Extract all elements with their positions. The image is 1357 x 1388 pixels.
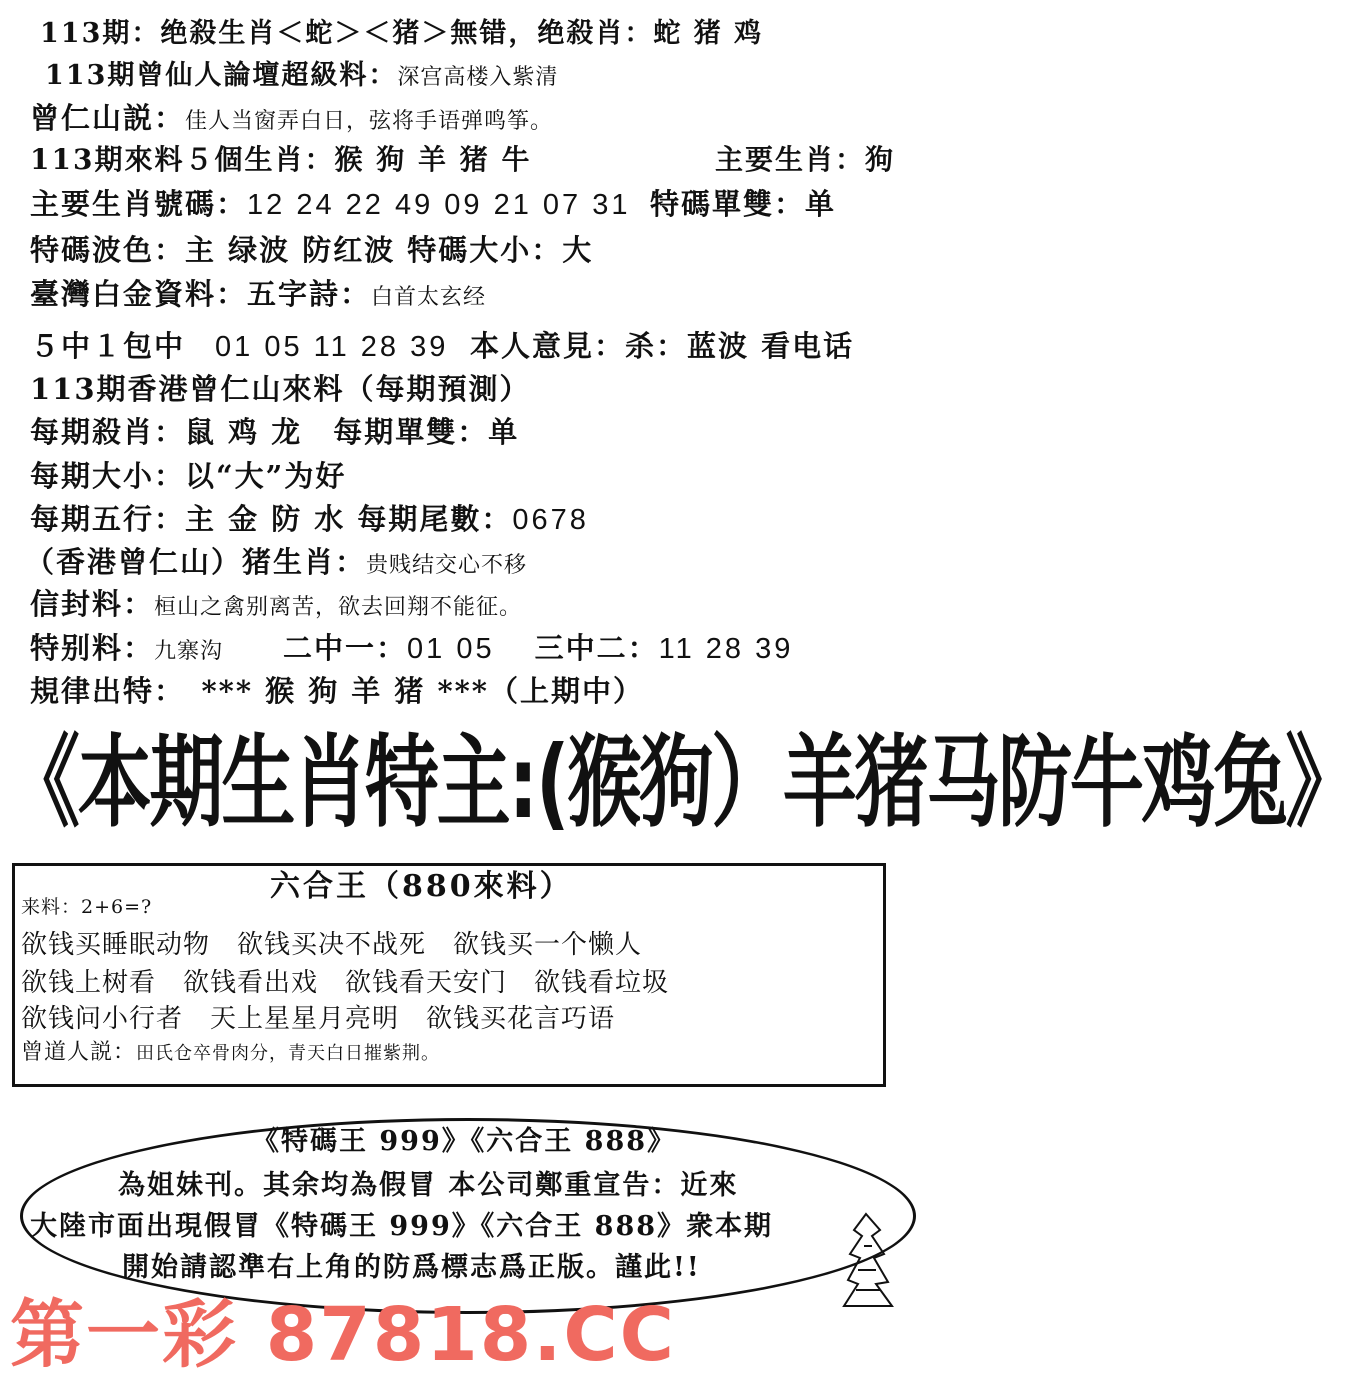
line-five-elements	[30, 502, 589, 536]
envelope-label: 信封料：	[30, 587, 155, 621]
five-elements-label: 每期五行：主 金 防 水 每期尾數：	[30, 502, 513, 536]
pig-label: （香港曾仁山）猪生肖：	[25, 545, 367, 579]
tail-numbers: 0678	[512, 504, 589, 536]
line-envelope	[30, 587, 523, 621]
two-in-one-label: 二中一：	[283, 631, 408, 665]
line-taiwan-material	[30, 277, 487, 311]
notice-line-4: 開始請認準右上角的防爲標志爲正版。謹此!!	[122, 1252, 701, 1283]
liuhe-box	[12, 863, 886, 1087]
box-riddle-row-3: 欲钱问小行者 天上星星月亮明 欲钱买花言巧语	[21, 1004, 616, 1034]
pig-poem: 贵贱结交心不移	[366, 553, 528, 578]
headline-banner: 《本期生肖特主:(猴狗）羊猪马防牛鸡兔》	[6, 724, 1357, 841]
main-numbers-label: 主要生肖號碼：	[30, 187, 248, 221]
line-wave-color: 特碼波色：主 绿波 防红波 特碼大小：大	[30, 233, 594, 267]
special-place: 九寨沟	[154, 639, 224, 664]
taiwan-poem: 白首太玄经	[371, 285, 487, 310]
notice-line-1: 《特碼王 999》《六合王 888》	[252, 1126, 677, 1157]
box-source: 来料：2+6=?	[21, 896, 153, 918]
line-opinion: 本人意見：杀：蓝波 看电话	[470, 329, 855, 363]
box-daoren-says	[21, 1042, 440, 1064]
box-riddle-row-1: 欲钱买睡眠动物 欲钱买决不战死 欲钱买一个懒人	[21, 930, 643, 960]
line-zeng-says	[30, 101, 554, 135]
line-odd-even: 特碼單雙：单	[650, 187, 837, 221]
three-in-two-label: 三中二：	[534, 631, 659, 665]
envelope-poem: 桓山之禽别离苦，欲去回翔不能征。	[154, 595, 523, 620]
forum-poem: 深宫高楼入紫清	[397, 65, 559, 90]
taiwan-label: 臺灣白金資料：五字詩：	[30, 277, 372, 311]
special-label: 特别料：	[30, 631, 155, 665]
line-pig-zodiac	[25, 545, 528, 579]
notice-line-2: 為姐妹刊。其余均為假冒 本公司鄭重宣告：近來	[118, 1170, 739, 1201]
line-forum-material	[45, 62, 558, 89]
line-main-zodiac: 主要生肖：狗	[715, 143, 896, 176]
line-each-kill: 每期殺肖：鼠 鸡 龙 每期單雙：单	[30, 415, 520, 449]
forum-label: 113期曾仙人論壇超級料：	[45, 60, 398, 91]
notice-line-3: 大陸市面出現假冒《特碼王 999》《六合王 888》衆本期	[30, 1211, 774, 1242]
line-main-numbers	[30, 187, 631, 221]
line-special	[30, 631, 794, 665]
five-in-one-numbers: 01 05 11 28 39	[215, 331, 449, 363]
box-riddle-row-2: 欲钱上树看 欲钱看出戏 欲钱看天安门 欲钱看垃圾	[21, 968, 670, 998]
line-pattern: 規律出特： *** 猴 狗 羊 猪 ***（上期中）	[30, 674, 644, 708]
line-five-in-one	[30, 329, 449, 363]
three-in-two-numbers: 11 28 39	[658, 633, 794, 665]
line-each-size: 每期大小：以“大”为好	[30, 459, 347, 493]
line-five-zodiacs: 113期來料５個生肖：猴 狗 羊 猪 牛	[30, 143, 532, 176]
watermark: 第一彩 87818.CC	[10, 1292, 676, 1378]
daoren-label: 曾道人説：	[21, 1040, 137, 1065]
main-numbers-values: 12 24 22 49 09 21 07 31	[247, 189, 631, 221]
five-in-one-label: ５中１包中	[30, 329, 186, 363]
zeng-label: 曾仁山説：	[30, 101, 186, 135]
authenticity-mark-icon	[836, 1210, 898, 1310]
zeng-poem: 佳人当窗弄白日，弦将手语弹鸣筝。	[185, 109, 554, 134]
line-hk-material: 113期香港曾仁山來料（每期預測）	[30, 372, 531, 406]
daoren-poem: 田氏仓卒骨肉分，青天白日摧紫荆。	[136, 1043, 441, 1064]
box-title: 六合王（880來料）	[270, 869, 573, 904]
two-in-one-numbers: 01 05	[407, 633, 495, 665]
line-kill-zodiac: 113期：绝殺生肖＜蛇＞＜猪＞無错，绝殺肖：蛇 猪 鸡	[40, 18, 764, 49]
